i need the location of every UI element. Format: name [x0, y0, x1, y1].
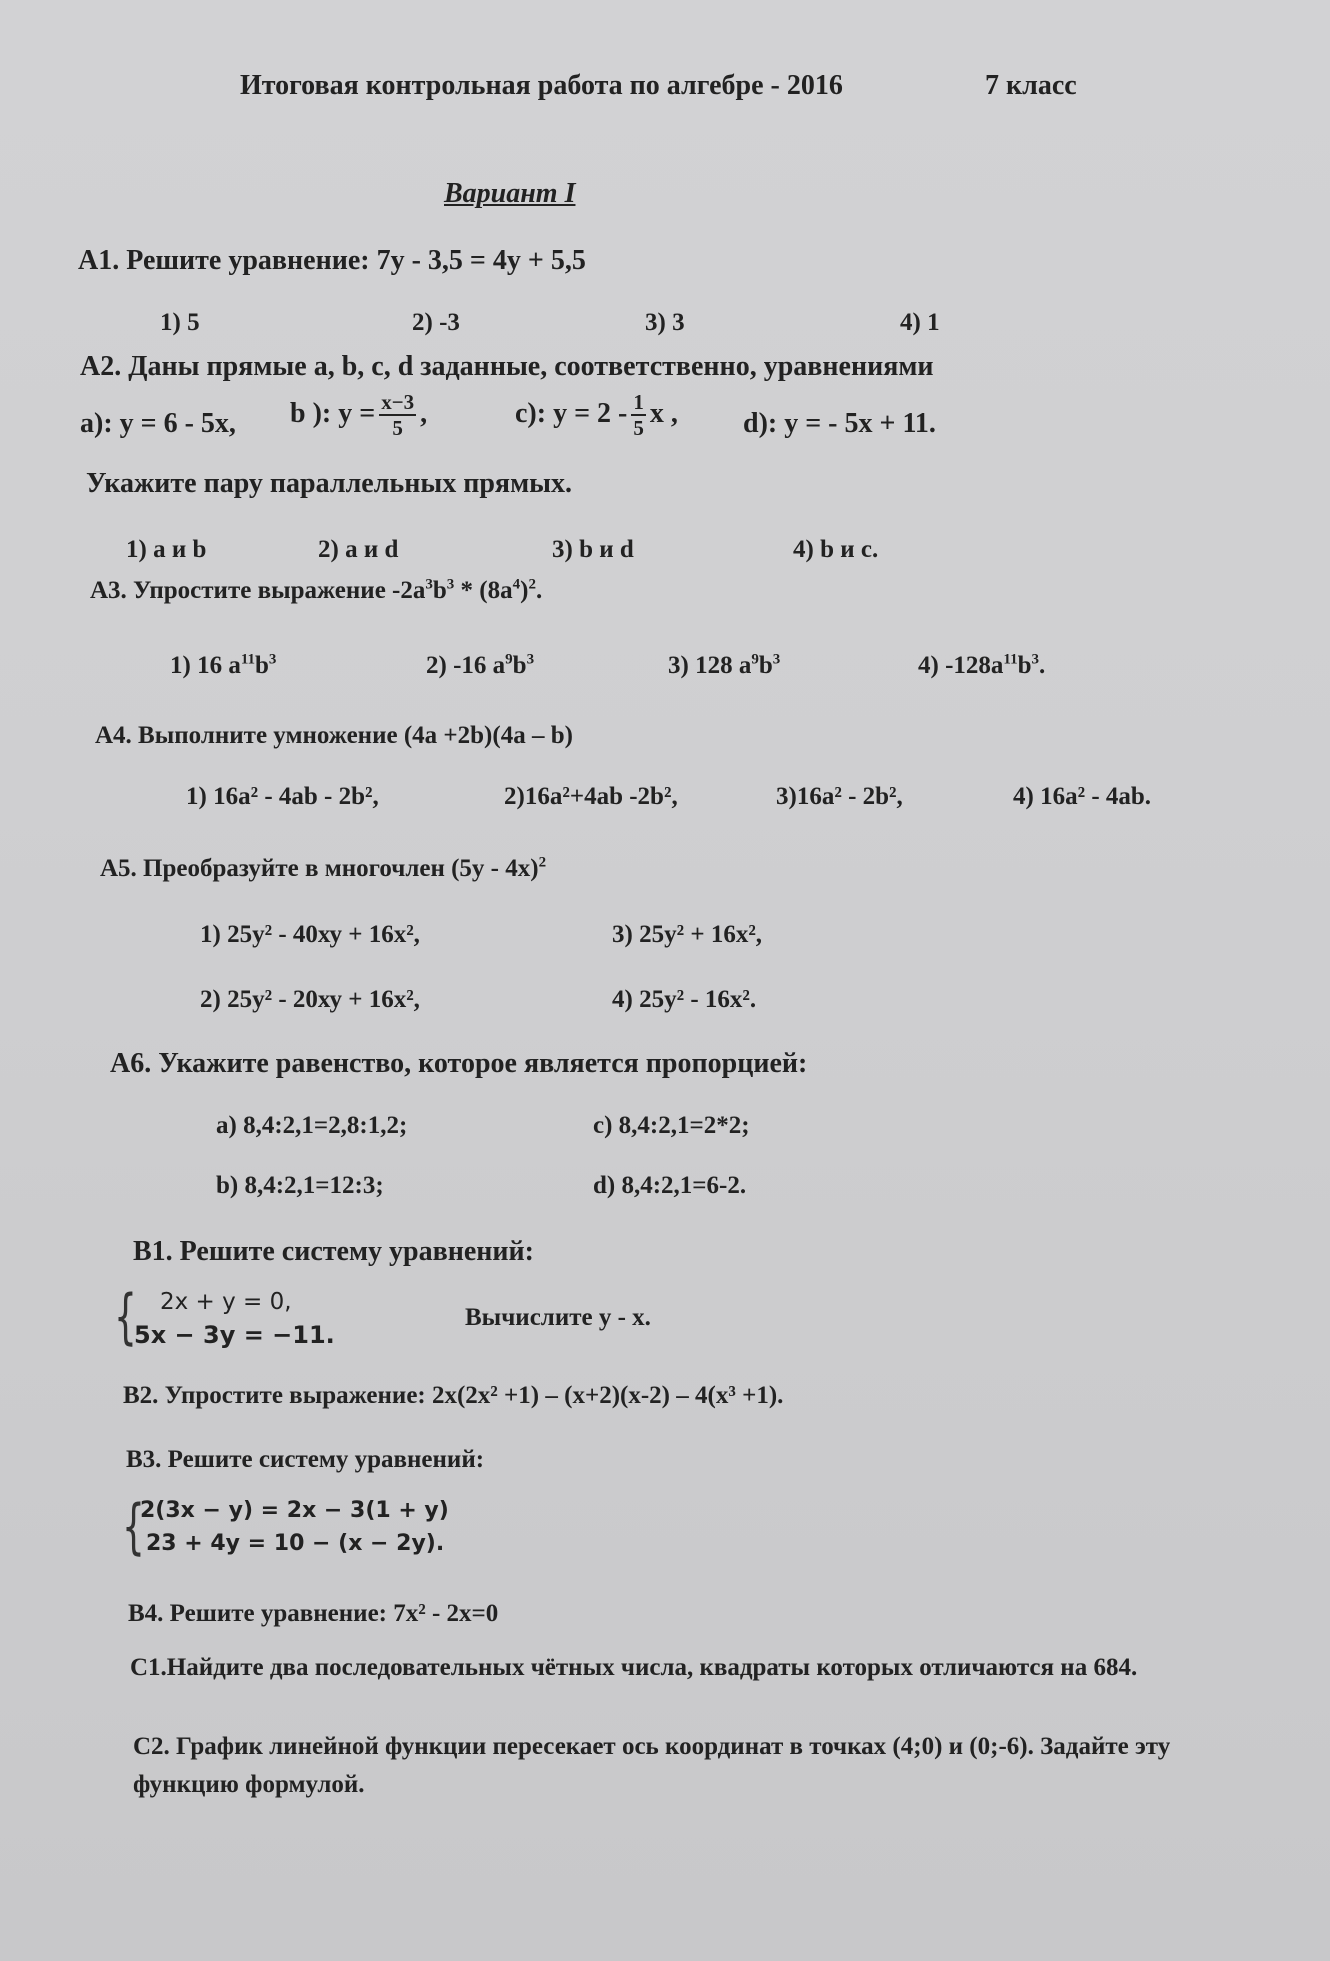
a1-question: А1. Решите уравнение: 7у - 3,5 = 4у + 5,5 [78, 245, 586, 276]
grade-label: 7 класс [985, 70, 1077, 101]
a3-o4-exp-a: 11 [1003, 651, 1018, 668]
a2-line-d: d): у = - 5х + 11. [743, 408, 936, 439]
a1-option-3: 3) 3 [645, 309, 685, 336]
c1-question: С1.Найдите два последовательных чётных числа, квадраты которых отличаются на 684. [130, 1654, 1138, 1681]
a2-line-b-denominator: 5 [392, 416, 403, 440]
a2-line-b-prefix: b ): у = [290, 397, 376, 429]
a3-o3-b: b [758, 652, 773, 679]
a3-option-2 [426, 652, 534, 680]
b3-equation-2: 23 + 4y = 10 − (x − 2y). [146, 1531, 445, 1556]
a2-option-3: 3) b и d [552, 536, 634, 563]
b1-question: В1. Решите систему уравнений: [133, 1236, 535, 1267]
a4-option-2: 2)16a²+4ab -2b², [504, 783, 678, 810]
a3-o1-exp-b: 3 [268, 651, 277, 668]
a3-q-b: b [432, 577, 447, 604]
a3-q-exp-3: 4 [512, 576, 521, 593]
a2-line-c-suffix: х , [649, 397, 678, 429]
a2-line-b [290, 392, 427, 439]
a5-option-3: 3) 25у² + 16х², [612, 921, 763, 948]
a3-option-3 [668, 652, 780, 680]
a1-option-1: 1) 5 [160, 309, 200, 336]
b1-equation-1: 2x + y = 0, [160, 1289, 292, 1315]
a3-question [90, 577, 542, 605]
a2-prompt: Укажите пару параллельных прямых. [86, 468, 573, 499]
a4-option-1: 1) 16a² - 4ab - 2b², [186, 783, 379, 810]
a2-line-a: а): у = 6 - 5х, [80, 408, 236, 439]
a3-q-exp-2: 3 [446, 576, 455, 593]
a2-option-4: 4) b и c. [793, 536, 879, 563]
a3-o3-text: 3) 128 a [668, 652, 752, 679]
a6-option-b: b) 8,4:2,1=12:3; [216, 1172, 384, 1199]
a6-question: А6. Укажите равенство, которое является пропорцией: [110, 1048, 808, 1079]
exam-title: Итоговая контрольная работа по алгебре - 2016 [240, 70, 843, 101]
a5-option-1: 1) 25у² - 40ху + 16х², [200, 921, 420, 948]
a4-option-4: 4) 16a² - 4ab. [1013, 783, 1152, 810]
a1-option-2: 2) -3 [412, 309, 460, 336]
a3-o4-exp-b: 3 [1031, 651, 1039, 668]
a3-o2-exp-a: 9 [505, 651, 513, 668]
b3-question: В3. Решите систему уравнений: [126, 1446, 485, 1473]
b4-question: В4. Решите уравнение: 7х² - 2х=0 [128, 1600, 499, 1627]
a5-question-exp: 2 [538, 854, 547, 871]
a2-line-b-suffix: , [420, 397, 428, 429]
b1-task: Вычислите у - х. [465, 1304, 651, 1331]
a2-line-c-numerator: 1 [633, 390, 644, 414]
a3-option-1 [170, 652, 276, 680]
a4-question: А4. Выполните умножение (4a +2b)(4a – b) [95, 722, 573, 749]
a3-option-4 [918, 652, 1045, 680]
b2-question: В2. Упростите выражение: 2х(2х² +1) – (х+2)(х-2) – 4(х³ +1). [123, 1382, 784, 1409]
b1-system-brace: { [114, 1282, 137, 1352]
b3-equation-1: 2(3x − y) = 2x − 3(1 + y) [140, 1498, 449, 1523]
a2-line-c-fraction [631, 392, 646, 439]
c2-question-line-2: функцию формулой. [133, 1771, 365, 1798]
a2-line-b-numerator: х−3 [381, 390, 415, 414]
a3-o3-exp-a: 9 [751, 651, 759, 668]
a3-o2-exp-b: 3 [526, 651, 535, 668]
a3-q-exp-4: 2 [528, 576, 536, 593]
a3-o1-exp-a: 11 [240, 651, 256, 668]
a3-q-end: . [535, 577, 543, 604]
a3-q-exp-1: 3 [425, 576, 433, 593]
a3-o4-end: . [1039, 652, 1046, 679]
a5-option-4: 4) 25у² - 16х². [612, 986, 757, 1013]
a2-line-c-prefix: с): у = 2 - [515, 397, 628, 429]
a2-option-1: 1) a и b [126, 536, 207, 563]
a2-line-b-fraction [379, 392, 416, 439]
a3-q-close: ) [520, 577, 529, 604]
a4-option-3: 3)16a² - 2b², [776, 783, 903, 810]
a5-question-text: А5. Преобразуйте в многочлен (5у - 4х) [100, 855, 539, 882]
a6-option-a: a) 8,4:2,1=2,8:1,2; [216, 1112, 408, 1139]
b3-system-brace: { [122, 1492, 145, 1562]
a3-o2-b: b [512, 652, 527, 679]
a2-line-c-denominator: 5 [633, 416, 644, 440]
a3-o4-text: 4) -128a [918, 652, 1004, 679]
a3-o2-text: 2) -16 a [426, 652, 506, 679]
a3-o4-b: b [1017, 652, 1032, 679]
a6-option-d: d) 8,4:2,1=6-2. [593, 1172, 747, 1199]
a1-option-4: 4) 1 [900, 309, 940, 336]
a2-question: А2. Даны прямые a, b, c, d заданные, соответственно, уравнениями [80, 351, 934, 382]
a3-q-mid: * (8a [454, 577, 513, 604]
c2-question-line-1: С2. График линейной функции пересекает ось координат в точках (4;0) и (0;-6). Задайте эту [133, 1733, 1171, 1760]
a3-o1-b: b [255, 652, 269, 679]
a6-option-c: c) 8,4:2,1=2*2; [593, 1112, 750, 1139]
a3-o1-text: 1) 16 a [170, 652, 241, 679]
a3-o3-exp-b: 3 [772, 651, 781, 668]
b1-equation-2: 5x − 3y = −11. [134, 1321, 335, 1349]
variant-title: Вариант I [444, 178, 576, 209]
a3-question-text: А3. Упростите выражение -2a [90, 577, 426, 604]
a2-option-2: 2) a и d [318, 536, 399, 563]
a5-option-2: 2) 25у² - 20ху + 16х², [200, 986, 420, 1013]
a2-line-c [515, 392, 678, 439]
a5-question [100, 855, 546, 883]
